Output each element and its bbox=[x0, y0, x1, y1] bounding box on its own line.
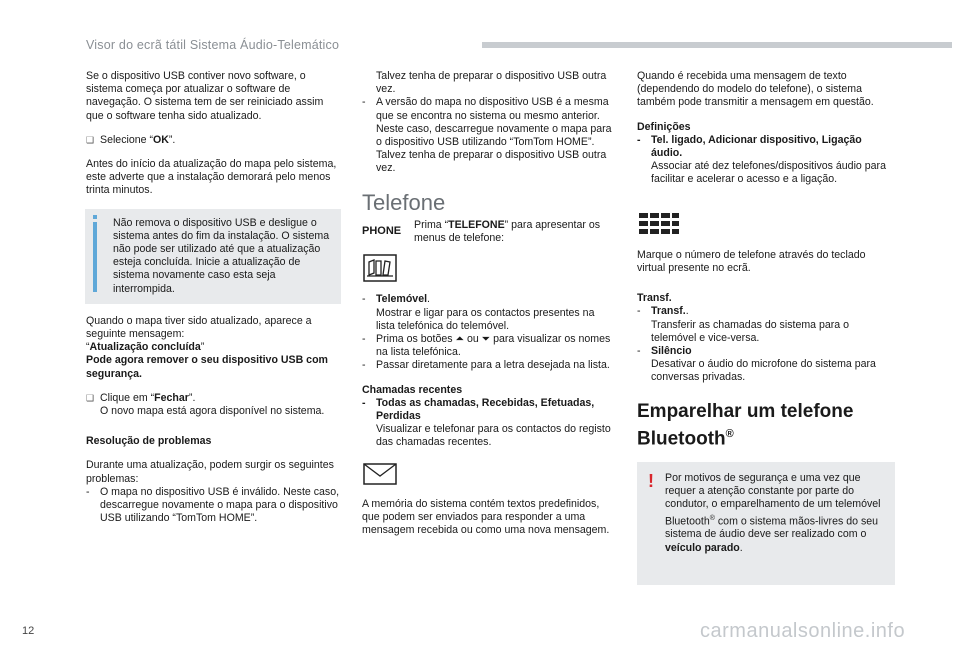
new-map-available: O novo mapa está agora disponível no sistema. bbox=[100, 405, 325, 418]
install-warning-text: Antes do início da atualização do mapa pelo sistema, este adverte que a instalação demorará pelo menos trinta minutos. bbox=[86, 158, 337, 197]
menu-scroll-buttons: - Prima os botões ⏶ ou ⏷ para visualizar os nomes na lista telefónica. bbox=[362, 333, 611, 359]
sms-receive-text: Quando é recebida uma mensagem de texto (dependendo do modelo do telefone), o sistema também pode transmitir a mensagem em questão. bbox=[637, 70, 874, 109]
column-left bbox=[86, 70, 341, 525]
transfer-title: Transf. bbox=[637, 292, 672, 305]
settings-title: Definições bbox=[637, 120, 691, 133]
silence-desc: Desativar o áudio do microfone do sistema para conversas privadas. bbox=[651, 358, 876, 384]
warning-box bbox=[637, 462, 895, 585]
section-title-telefone: Telefone bbox=[362, 189, 446, 215]
arrow-down-icon: ⏷ bbox=[481, 333, 491, 346]
recent-calls-desc: Visualizar e telefonar para os contactos do registo das chamadas recentes. bbox=[376, 423, 611, 449]
column-middle bbox=[362, 70, 614, 537]
problem-same-version: - A versão do mapa no dispositivo USB é a mesma que se encontra no sistema ou mesmo anterior. Neste caso, descarregue novamente o mapa para o dispositivo USB utilizando “TomTom HOME”. bbox=[362, 96, 612, 149]
footer-watermark: carmanualsonline.info bbox=[700, 620, 906, 642]
troubleshooting-title: Resolução de problemas bbox=[86, 435, 212, 448]
phone-button-label: PHONE bbox=[362, 224, 402, 237]
check-box-icon: ❑ bbox=[86, 134, 95, 145]
warning-text: Por motivos de segurança e uma vez que requer a atenção constante por parte do condutor, o emparelhamento de um telemóvel Bluetooth® com o sistema mãos-livres do seu sistema de áudio deve ser realizado com o veículo parado. bbox=[665, 471, 881, 554]
usb-update-intro: Se o dispositivo USB contiver novo software, o sistema começa por atualizar o software de navegação. O sistema tem de ser reiniciado assim que o software tenha sido atualizado. bbox=[86, 70, 324, 122]
keypad-icon bbox=[637, 211, 681, 241]
recent-calls-title: Chamadas recentes bbox=[362, 383, 463, 396]
menu-contacts: - Telemóvel. bbox=[362, 293, 430, 306]
arrow-up-icon: ⏶ bbox=[455, 333, 464, 346]
column-right bbox=[637, 70, 895, 585]
update-message: “Atualização concluída” bbox=[86, 341, 205, 354]
step-select-ok: ❑ Selecione “OK”. bbox=[86, 133, 176, 146]
info-box-text: Não remova o dispositivo USB e desligue o sistema antes do fim da instalação. O sistema não pode ser utilizado até que a atualização esteja concluída. Inicie a atualização de sistema novamente caso esta seja interrompida. bbox=[113, 216, 330, 295]
address-book-icon bbox=[362, 253, 398, 283]
transfer-option: - Transf.. bbox=[637, 305, 689, 318]
settings-options: - Tel. ligado, Adicionar dispositivo, Ligação áudio. bbox=[637, 133, 862, 160]
transfer-desc: Transferir as chamadas do sistema para o telemóvel e vice-versa. bbox=[651, 318, 850, 344]
header-divider-bar bbox=[482, 42, 952, 48]
settings-desc: Associar até dez telefones/dispositivos áudio para facilitar e acelerar o acesso e a ligação. bbox=[651, 160, 886, 186]
phone-instruction: Prima “TELEFONE” para apresentar os menus de telefone: bbox=[414, 218, 601, 245]
prepare-usb-note-2: Talvez tenha de preparar o dispositivo USB outra vez. bbox=[376, 149, 607, 175]
info-icon bbox=[93, 215, 97, 219]
menu-jump-letter: - Passar diretamente para a letra desejada na lista. bbox=[362, 359, 610, 372]
envelope-icon bbox=[362, 458, 398, 488]
problem-invalid-map: - O mapa no dispositivo USB é inválido. Neste caso, descarregue novamente o mapa para o dispositivo USB utilizando “TomTom HOME”. bbox=[86, 485, 340, 525]
info-box bbox=[85, 209, 341, 304]
phone-button-row bbox=[362, 219, 614, 245]
map-updated-text: Quando o mapa tiver sido atualizado, aparece a seguinte mensagem: bbox=[86, 314, 312, 341]
warning-icon: ! bbox=[648, 470, 654, 491]
sms-predefined-text: A memória do sistema contém textos predefinidos, que podem ser enviados para responder a uma mensagem recebida ou como uma nova mensagem. bbox=[362, 497, 610, 537]
check-box-icon: ❑ bbox=[86, 392, 95, 403]
prepare-usb-note-1: Talvez tenha de preparar o dispositivo USB outra vez. bbox=[376, 70, 607, 96]
section-title-bluetooth: Emparelhar um telefone Bluetooth® bbox=[637, 400, 854, 449]
page-header-title: Visor do ecrã tátil Sistema Áudio-Telemático bbox=[86, 38, 340, 52]
keypad-text: Marque o número de telefone através do teclado virtual presente no ecrã. bbox=[637, 248, 866, 275]
troubleshooting-intro: Durante uma atualização, podem surgir os seguintes problemas: bbox=[86, 459, 334, 485]
update-message-remove: Pode agora remover o seu dispositivo USB com segurança. bbox=[86, 354, 328, 380]
recent-calls-options: - Todas as chamadas, Recebidas, Efetuadas, Perdidas bbox=[362, 396, 595, 423]
page-number: 12 bbox=[22, 625, 35, 637]
step-click-close: ❑ Clique em “Fechar”. bbox=[86, 391, 196, 404]
silence-option: - Silêncio bbox=[637, 345, 692, 358]
menu-contacts-desc: Mostrar e ligar para os contactos presentes na lista telefónica do telemóvel. bbox=[376, 306, 595, 332]
